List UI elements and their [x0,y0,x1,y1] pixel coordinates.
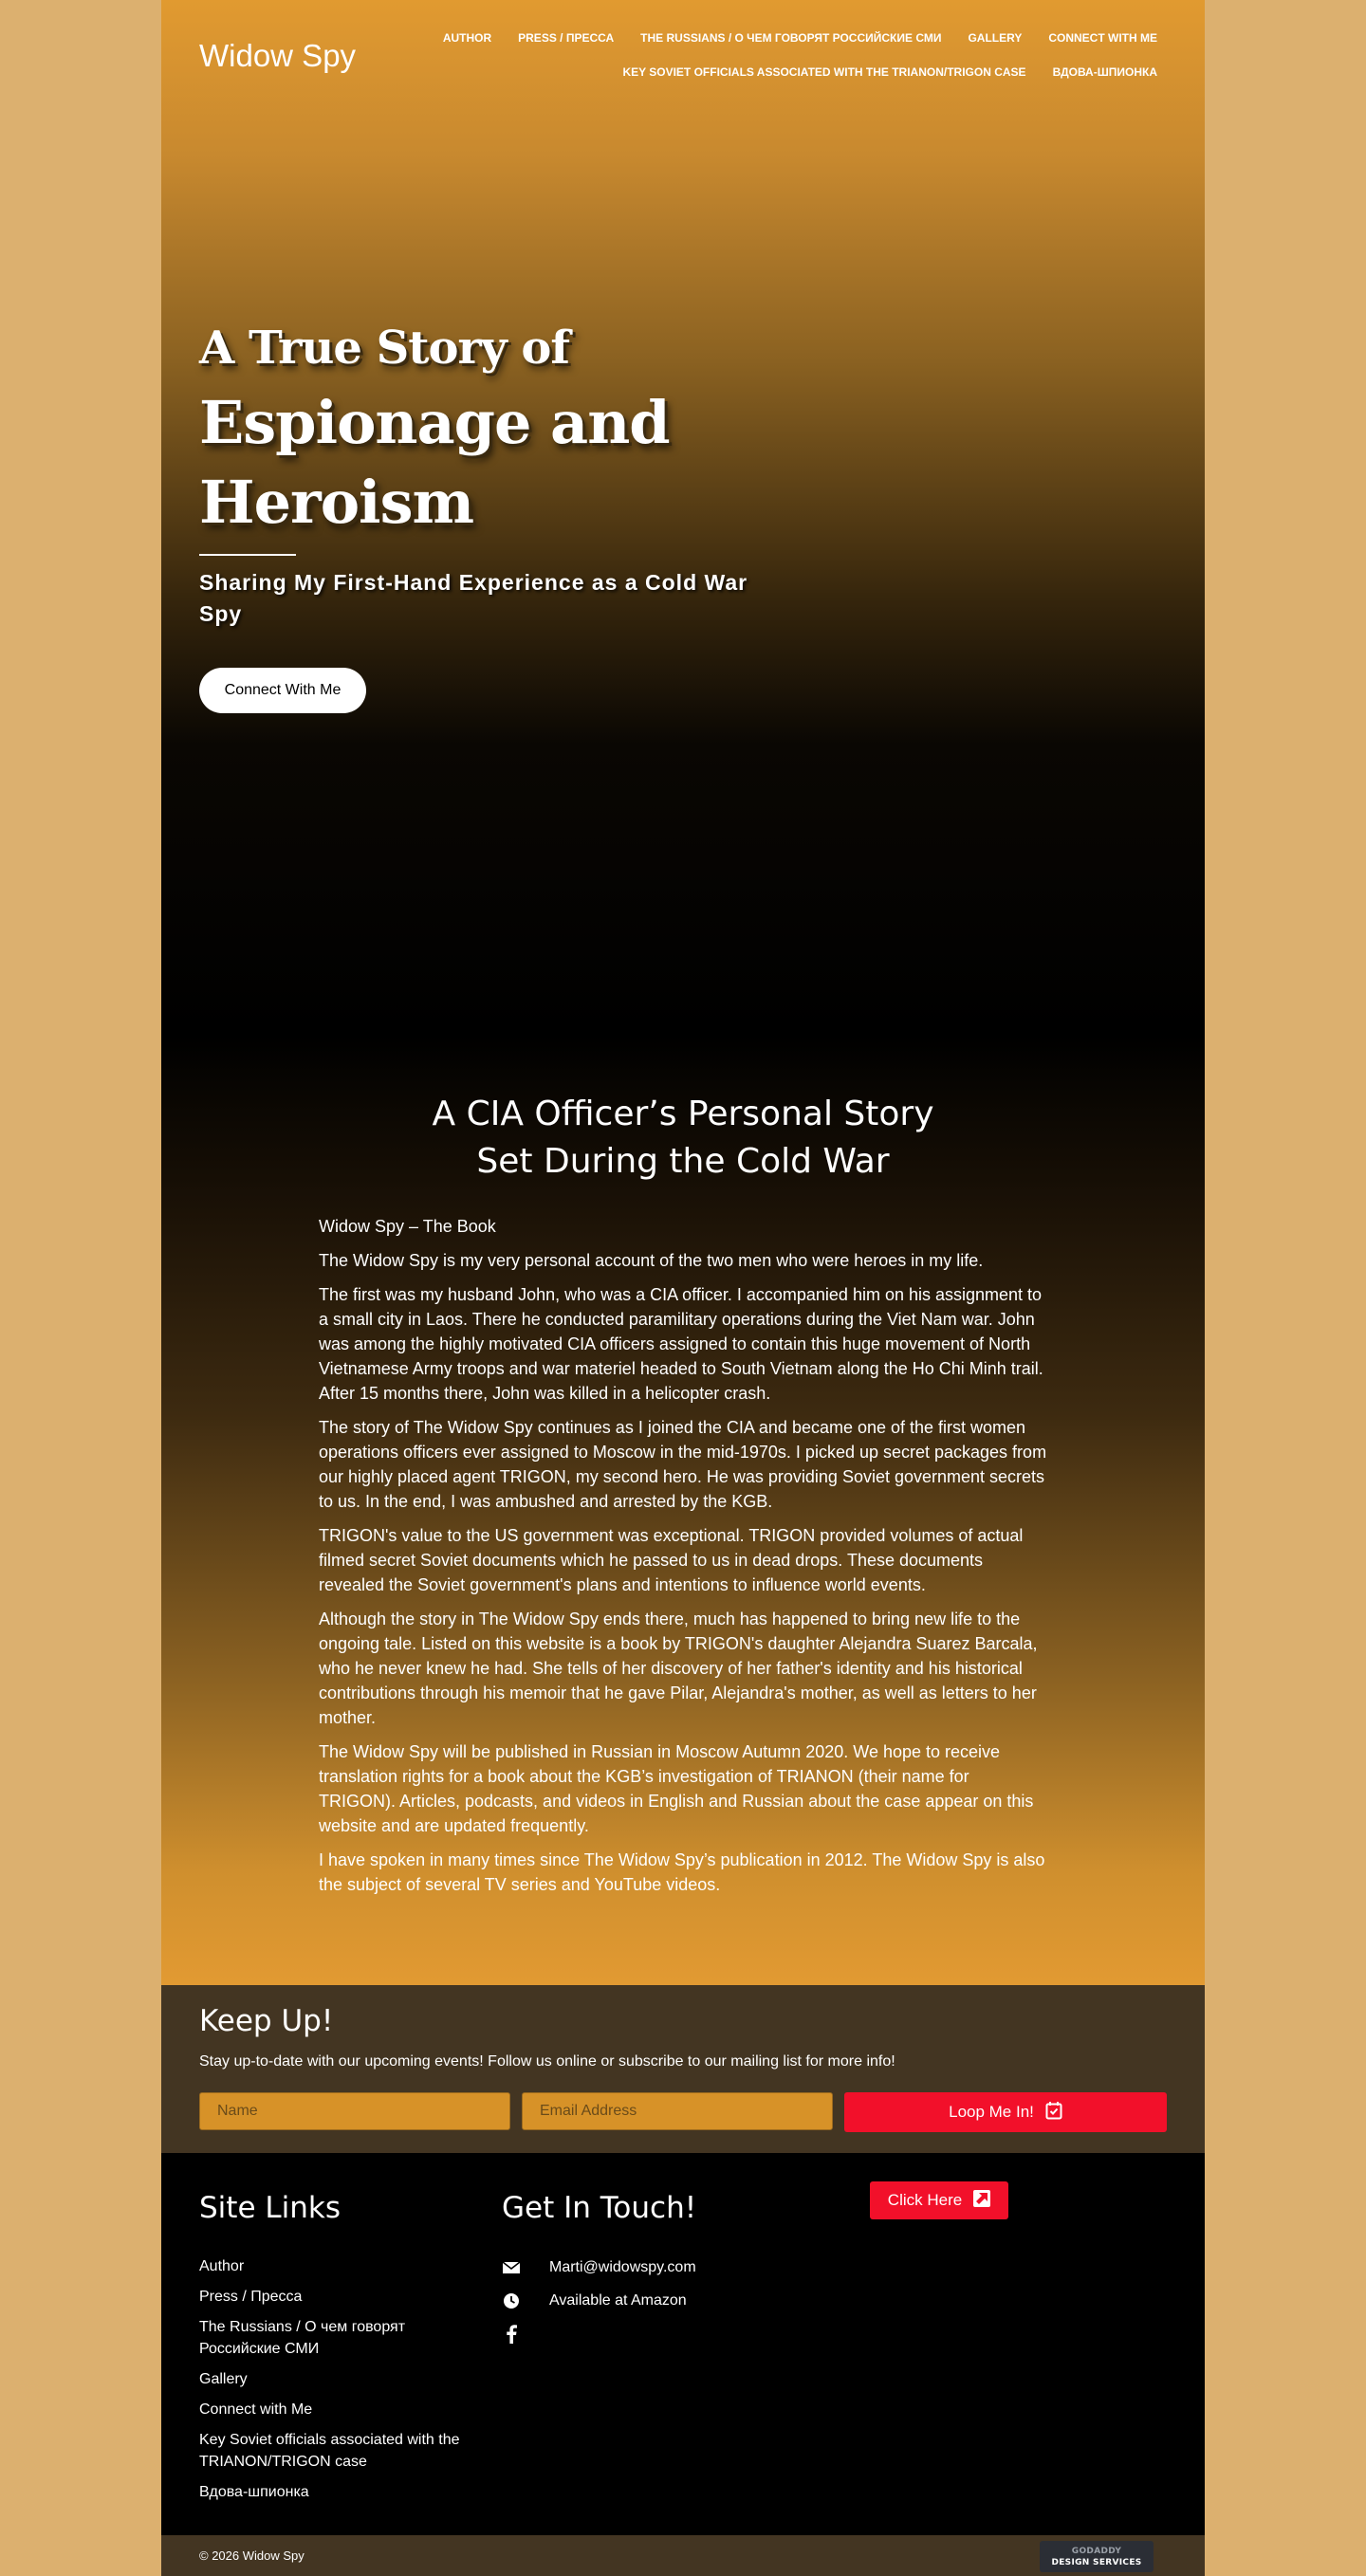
nav-item-the-russians[interactable]: THE RUSSIANS / О ЧЕМ ГОВОРЯТ РОССИЙСКИЕ СМИ [640,31,942,45]
hero-divider [199,554,296,556]
contact-social-row [502,2324,786,2345]
footer-link-author[interactable]: Author [199,2258,245,2274]
hero-title-line1: A True Story of [199,322,570,375]
footer-link-widow-spy-russian[interactable]: Вдова-шпионка [199,2484,309,2500]
contact-email[interactable]: Marti@widowspy.com [549,2259,696,2275]
nav-item-gallery[interactable]: GALLERY [968,31,1023,45]
copyright: © 2026 Widow Spy [199,2548,305,2563]
story-section [161,1034,1205,1985]
contact-availability-row [502,2291,786,2311]
site-title[interactable]: Widow Spy [199,38,357,73]
contact-info [502,2257,786,2357]
story-paragraph: I have spoken in many times since The Widow Spy’s publication in 2012. The Widow Spy is also the subject of several TV series and YouTube videos. [319,1850,1045,1894]
click-here-button[interactable] [870,2181,1008,2219]
story-paragraph: TRIGON's value to the US government was exceptional. TRIGON provided volumes of actual filmed secret Soviet documents which he passed to us in dead drops. These documents revealed the Soviet government's plans and intentions to influence world events. [319,1526,1024,1594]
badge-top-text: GODADDY [1071,2547,1122,2556]
godaddy-badge[interactable] [1040,2541,1154,2572]
footer-link-press[interactable]: Press / Пресса [199,2289,303,2305]
nav-item-key-officials[interactable]: KEY SOVIET OFFICIALS ASSOCIATED WITH THE TRIANON/TRIGON CASE [622,65,1026,79]
nav-item-connect[interactable]: CONNECT WITH ME [1048,31,1157,45]
email-input[interactable] [522,2092,833,2130]
subscribe-text: Stay up-to-date with our upcoming events! Follow us online or subscribe to our mailing list for more info! [199,2053,895,2070]
story-paragraph: Widow Spy – The Book [319,1217,496,1236]
clock-icon [502,2291,521,2310]
footer-link-the-russians[interactable]: The Russians / О чем говорят Российские СМИ [199,2319,406,2357]
loop-me-in-button[interactable] [844,2092,1167,2132]
nav-item-author[interactable]: AUTHOR [442,31,492,45]
main-nav [323,30,1157,80]
get-in-touch-title: Get In Touch! [502,2191,697,2225]
site-links-title: Site Links [199,2191,342,2225]
connect-with-me-button[interactable]: Connect With Me [199,668,366,713]
story-body [319,1214,1049,1906]
footer-link-connect[interactable]: Connect with Me [199,2401,313,2418]
footer-link-key-officials[interactable]: Key Soviet officials associated with the TRIANON/TRIGON case [199,2432,460,2470]
hero-section [161,0,1205,1034]
bottom-bar [161,2535,1205,2576]
nav-item-press[interactable]: PRESS / ПРЕССА [518,31,615,45]
nav-item-widow-spy-russian[interactable]: ВДОВА-ШПИОНКА [1052,65,1157,79]
loop-me-in-label: Loop Me In! [949,2103,1034,2121]
hero-title [199,313,692,543]
badge-bottom-text: DESIGN SERVICES [1051,2558,1142,2567]
subscribe-title: Keep Up! [199,2004,334,2038]
external-link-icon [973,2190,990,2212]
calendar-check-icon [1045,2101,1062,2125]
story-title [161,1091,1205,1186]
story-paragraph: The Widow Spy is my very personal account of the two men who were heroes in my life. [319,1251,984,1270]
contact-availability: Available at Amazon [549,2292,687,2309]
page [161,0,1205,2576]
story-paragraph: The story of The Widow Spy continues as I joined the CIA and became one of the first women operations officers ever assigned to Moscow in the mid-1970s. I picked up secret packages from our highly placed agent TRIGON, my second hero. He was providing Soviet government secrets to us. In the end, I was ambushed and arrested by the KGB. [319,1418,1047,1511]
hero-title-line2: Espionage and [199,388,670,457]
story-title-line1: A CIA Officer’s Personal Story [432,1095,934,1133]
hero-subtitle: Sharing My First-Hand Experience as a Cold War Spy [199,570,748,626]
story-paragraph: Although the story in The Widow Spy ends there, much has happened to bring new life to the ongoing tale. Listed on this website is a book by TRIGON's daughter Alejandra Suarez Barcala, who he never knew he had. She tells of her discovery of her father's identity and his historical contributions through his memoir that he gave Pilar, Alejandra's mother, as well as letters to her mother. [319,1610,1038,1727]
name-input[interactable] [199,2092,510,2130]
envelope-icon [502,2258,521,2277]
footer-link-gallery[interactable]: Gallery [199,2371,248,2387]
click-here-label: Click Here [887,2191,963,2209]
subscribe-section [161,1985,1205,2153]
story-paragraph: The Widow Spy will be published in Russian in Moscow Autumn 2020. We hope to receive translation rights for a book about the KGB’s investigation of TRIANON (their name for TRIGON). Articles, podcasts, and videos in English and Russian about the case appear on this website and are updated frequently. [319,1742,1034,1835]
facebook-icon[interactable] [502,2325,521,2344]
hero-title-line3: Heroism [199,468,474,537]
story-title-line2: Set During the Cold War [476,1142,890,1181]
site-links-list [199,2255,474,2512]
footer [161,2153,1205,2535]
contact-email-row [502,2257,786,2278]
story-paragraph: The first was my husband John, who was a CIA officer. I accompanied him on his assignment to a small city in Laos. There he conducted paramilitary operations during the Viet Nam war. John was among the highly motivated CIA officers assigned to contain this huge movement of North Vietnamese Army troops and war materiel headed to South Vietnam along the Ho Chi Minh trail. After 15 months there, John was killed in a helicopter crash. [319,1285,1043,1403]
